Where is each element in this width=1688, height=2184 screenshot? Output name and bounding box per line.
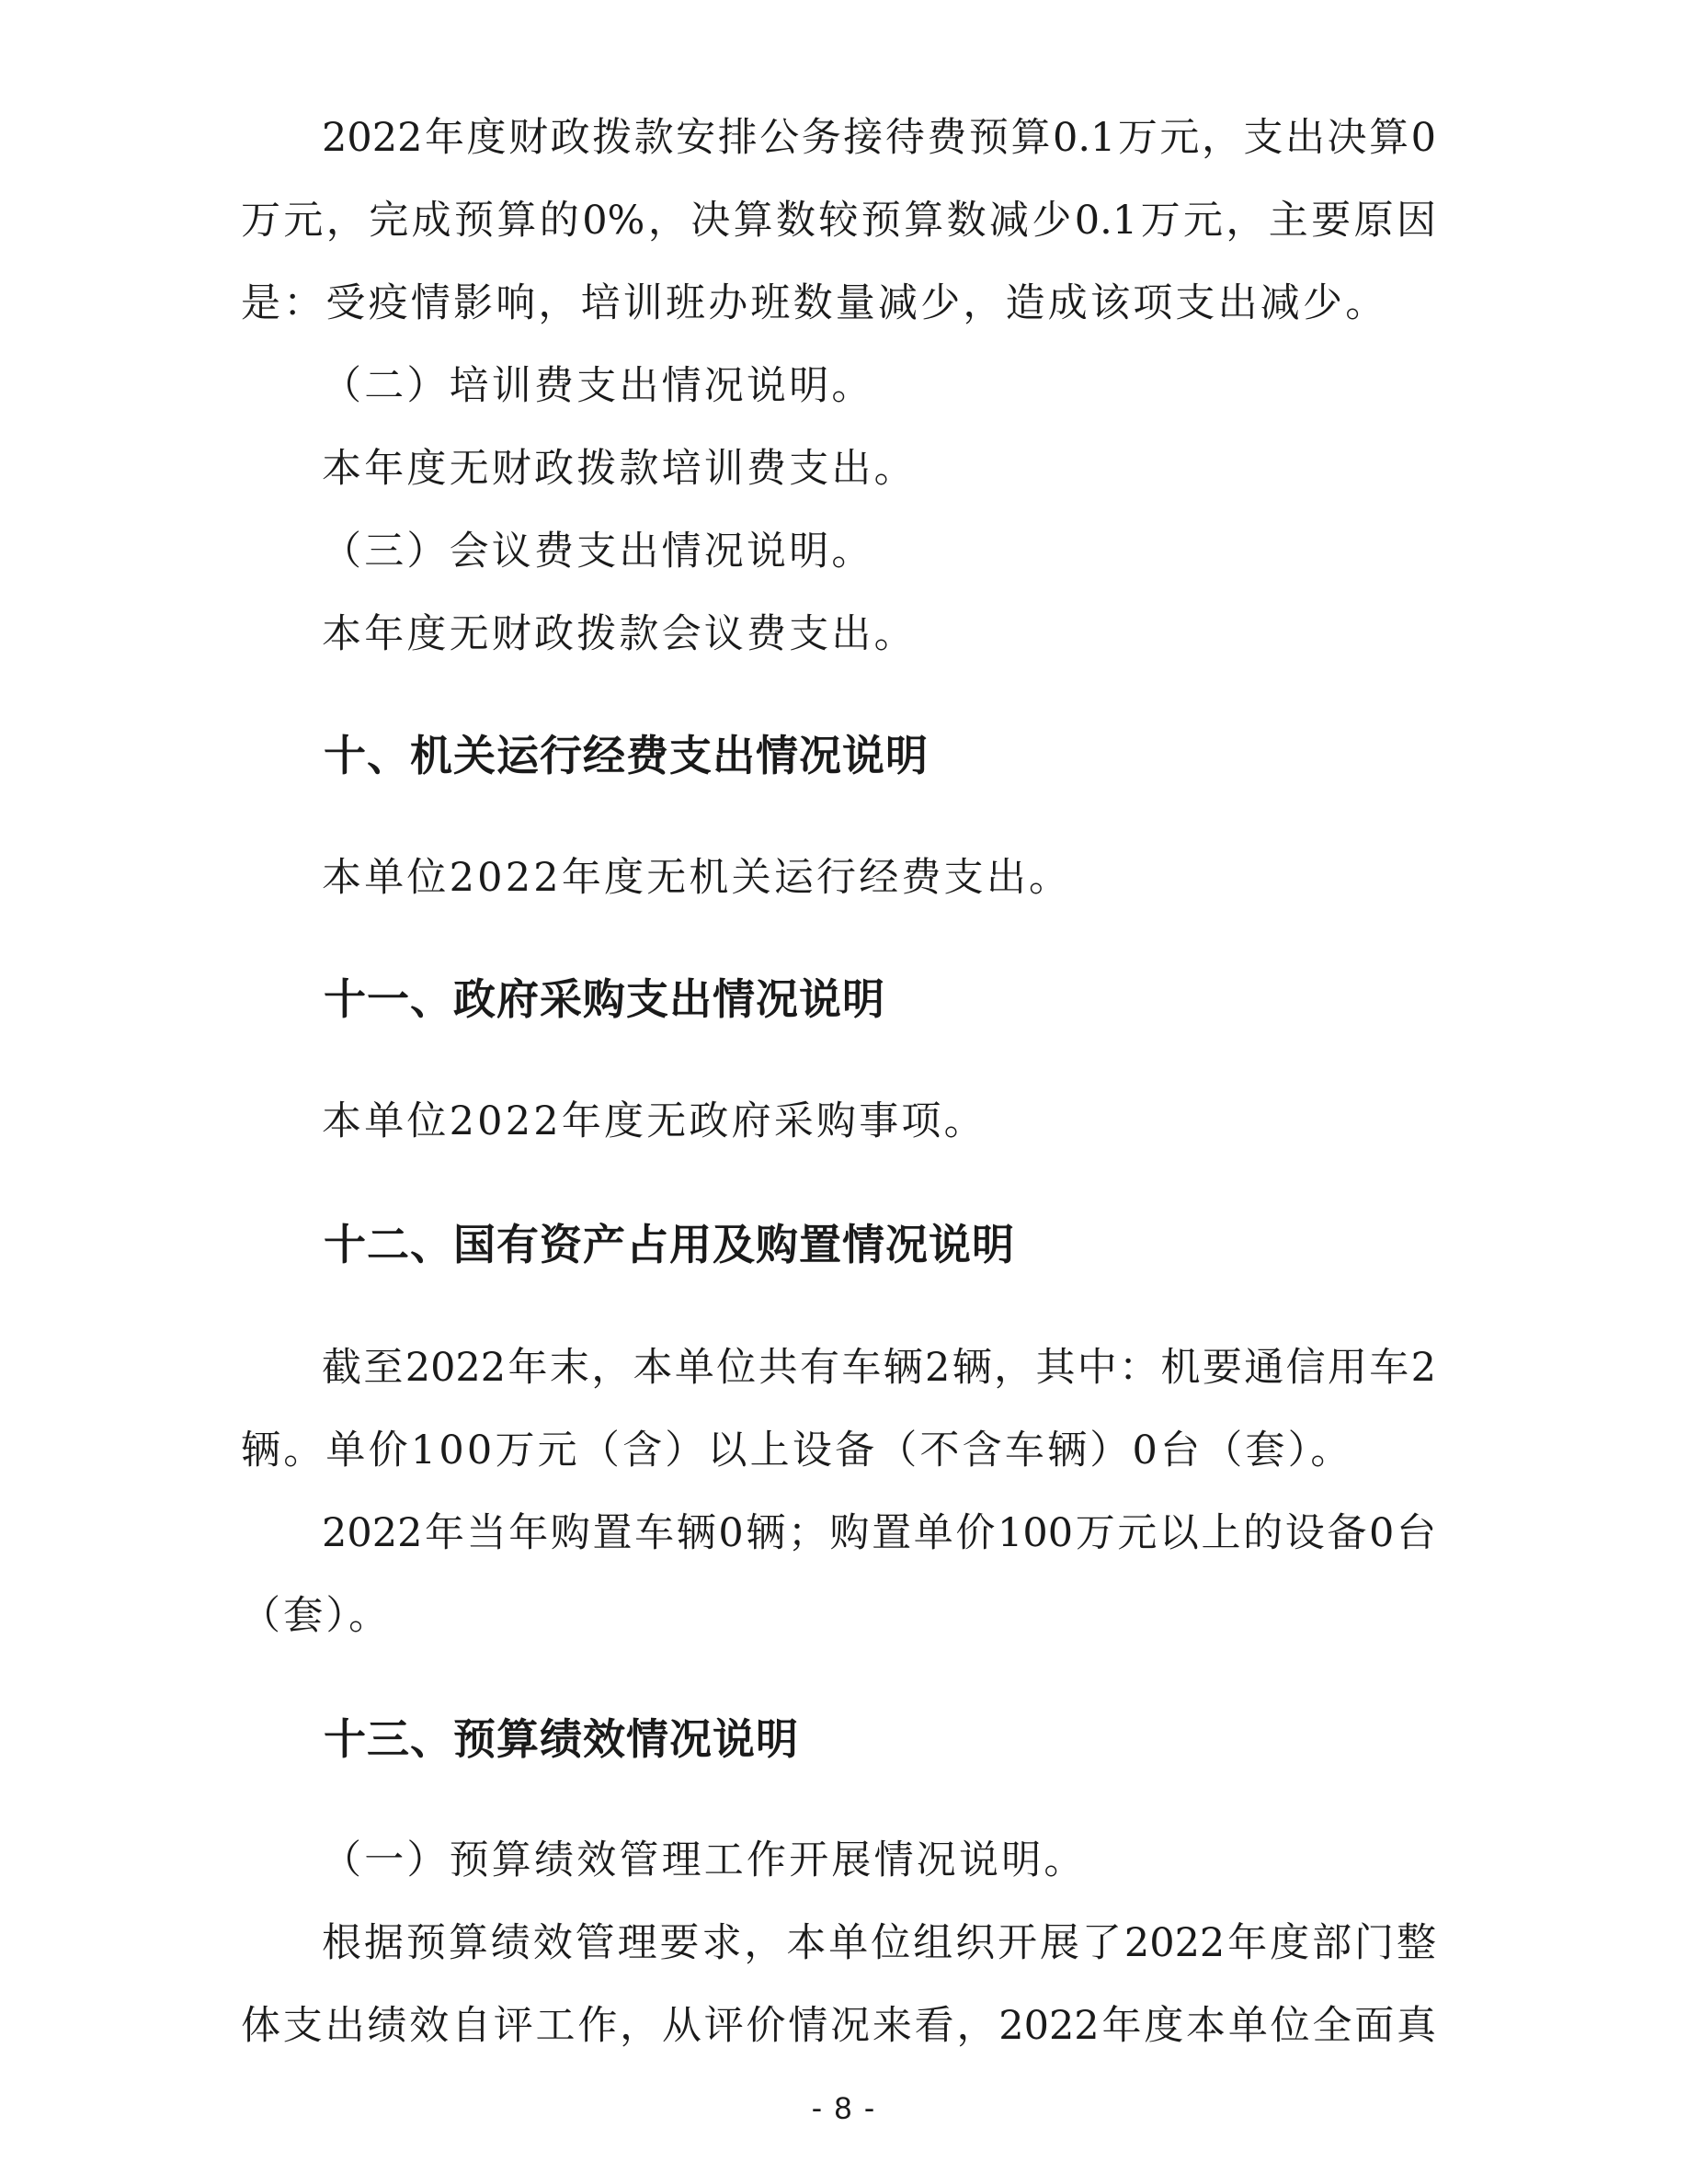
paragraph-line: 本年度无财政拨款培训费支出。 xyxy=(322,446,917,492)
page-number: - 8 - xyxy=(811,2091,877,2126)
section-heading: 十一、政府采购支出情况说明 xyxy=(324,974,885,1024)
section-heading: 十二、国有资产占用及购置情况说明 xyxy=(324,1220,1015,1269)
section-heading: 十、机关运行经费支出情况说明 xyxy=(324,731,929,780)
paragraph-line: 截至2022年末，本单位共有车辆2辆，其中：机要通信用车2 xyxy=(322,1345,1436,1391)
subsection-title: （三）会议费支出情况说明。 xyxy=(322,529,874,574)
paragraph-line: 2022年当年购置车辆0辆；购置单价100万元以上的设备0台 xyxy=(322,1510,1436,1556)
paragraph-line: 体支出绩效自评工作，从评价情况来看，2022年度本单位全面真 xyxy=(241,2003,1436,2049)
paragraph-line: 本年度无财政拨款会议费支出。 xyxy=(322,611,917,657)
paragraph-line: （套）。 xyxy=(241,1593,392,1639)
paragraph-line: 根据预算绩效管理要求，本单位组织开展了2022年度部门整 xyxy=(322,1920,1436,1966)
subsection-title: （一）预算绩效管理工作开展情况说明。 xyxy=(322,1837,1087,1883)
paragraph-line: 辆。单价100万元（含）以上设备（不含车辆）0台（套）。 xyxy=(241,1428,1353,1473)
subsection-title: （二）培训费支出情况说明。 xyxy=(322,363,874,409)
section-heading: 十三、预算绩效情况说明 xyxy=(324,1714,799,1764)
paragraph-line: 是：受疫情影响，培训班办班数量减少，造成该项支出减少。 xyxy=(241,280,1388,326)
paragraph-line: 本单位2022年度无政府采购事项。 xyxy=(322,1098,987,1144)
paragraph-line: 2022年度财政拨款安排公务接待费预算0.1万元，支出决算0 xyxy=(322,115,1436,161)
paragraph-line: 本单位2022年度无机关运行经费支出。 xyxy=(322,855,1072,901)
paragraph-line: 万元，完成预算的0%，决算数较预算数减少0.1万元，主要原因 xyxy=(241,198,1436,244)
